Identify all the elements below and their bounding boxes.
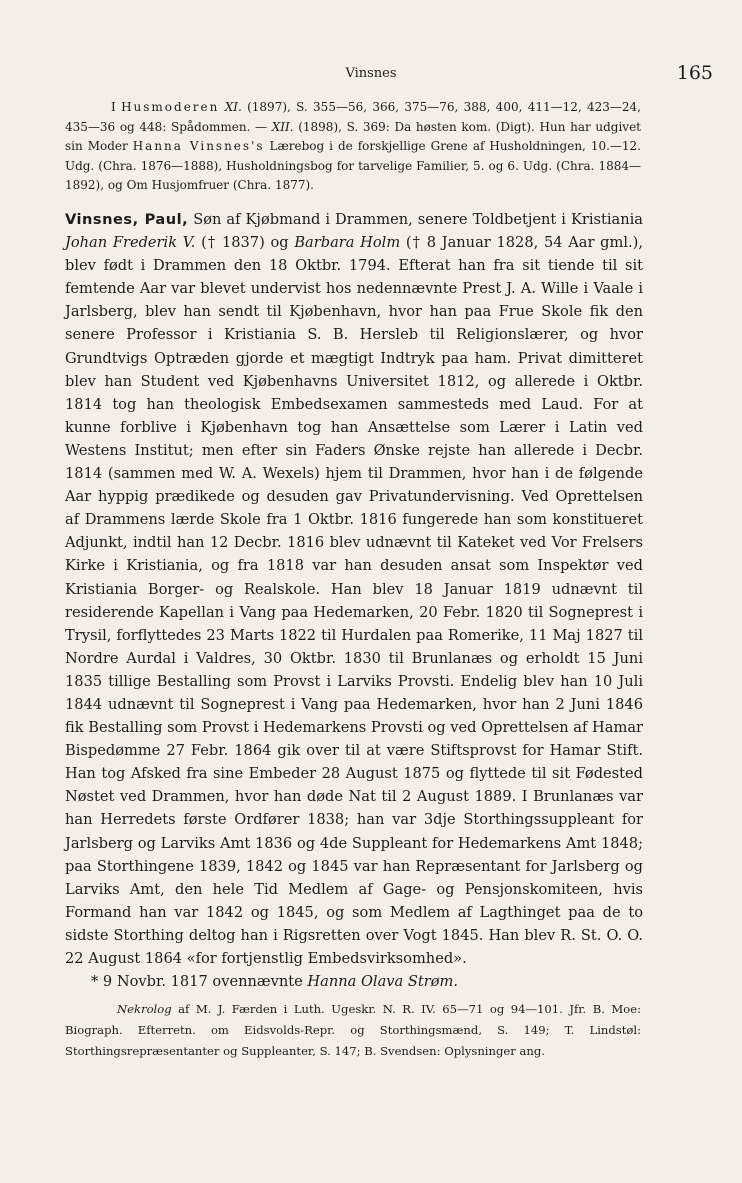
prior-entry-text: (1898), S. 369: Da høsten kom. (Digt). Hun har udgivet sin Moder: [65, 119, 642, 153]
references-paragraph: [65, 999, 641, 1062]
mother-name-spaced: Hanna Vinsnes's: [132, 139, 265, 153]
prior-entry-text: Lærebog i de forskjellige Grene af Husholdningen, 10.—12. Udg. (Chra. 1876—1888), Husholdningsbog for tarvelige Familier, 5. og 6. Udg. (Chra. 1884—1892), og Om Husjomfruer (Chra. 1877).: [65, 139, 641, 192]
biography-text: Søn af Kjøbmand i Drammen, senere Toldbetjent i Kristiania: [188, 211, 643, 228]
biography-text: († 8 Januar 1828, 54 Aar gml.), blev født i Drammen den 18 Oktbr. 1794. Efterat han fra sit tiende til sit femtende Aar var blevet undervist hos nedennævnte Prest J. A. Wille i Vaale i Jarlsberg, blev han sendt til Kjøbenhavn, hvor han paa Frue Skole fik den senere Professor i Kristiania S. B. Hersleb til Religionslærer, og hvor Grundtvigs Optræden gjorde et mægtigt Indtryk paa ham. Privat dimitteret blev han Student ved Kjøbenhavns Universitet 1812, og allerede i Oktbr. 1814 tog han theologisk Embedsexamen sammesteds med Laud. For at kunne forblive i Kjøbenhavn tog han Ansættelse som Lærer i Latin ved Westens Institut; men efter sin Faders Ønske rejste han allerede i Decbr. 1814 (sammen med W. A. Wexels) hjem til Drammen, hvor han i de følgende Aar hyppig prædikede og desuden gav Privatundervisning. Ved Oprettelsen af Drammens lærde Skole fra 1 Oktbr. 1816 fungerede han som konstitueret Adjunkt, indtil han 12 Decbr. 1816 blev udnævnt til Kateket ved Vor Frelsers Kirke i Kristiania, og fra 1818 var han desuden ansat som Inspektør ved Kristiania Borger- og Realskole. Han blev 18 Januar 1819 udnævnt til residerende Kapellan i Vang paa Hedemarken, 20 Febr. 1820 til Sogneprest i Trysil, forflyttedes 23 Marts 1822 til Hurdalen paa Romerike, 11 Maj 1827 til Nordre Aurdal i Valdres, 30 Oktbr. 1830 til Brunlanæs og erholdt 15 Juni 1835 tillige Bestalling som Provst i Larviks Provsti. Endelig blev han 10 Juli 1844 udnævnt til Sogneprest i Vang paa Hedemarken, hvor han 2 Juni 1846 fik Bestalling som Provst i Hedemarkens Provsti og ved Oprettelsen af Hamar Bispedømme 27 Febr. 1864 gik over til at være Stiftsprovst for Hamar Stift. Han tog Afsked fra sine Embeder 28 August 1875 og flyttede til sit Fødested Nøstet ved Drammen, hvor han døde Nat til 2 August 1889. I Brunlanæs var han Herredets første Ordfører 1838; han var 3dje Storthingssuppleant for Jarlsberg og Larviks Amt 1836 og 4de Suppleant for Hedemarkens Amt 1848; paa Storthingene 1839, 1842 og 1845 var han Repræsentant for Jarlsberg og Larviks Amt, den hele Tid Medlem af Gage- og Pensjonskomiteen, hvis Formand han var 1842 og 1845, og som Medlem af Lagthinget paa de to sidste Storthing deltog han i Rigsretten over Vogt 1845. Han blev R. St. O. O. 22 August 1864 «for fortjenstlig Embedsvirksomhed».: [65, 234, 643, 967]
volume-xii: XII.: [271, 119, 294, 134]
father-name: Johan Frederik V.: [65, 234, 196, 252]
running-head: [65, 62, 713, 86]
page-number: 165: [676, 62, 713, 84]
prior-entry-paragraph: [65, 98, 641, 196]
prior-entry-continuation: [65, 98, 641, 196]
entry-headword: Vinsnes, Paul,: [65, 211, 189, 228]
biography-text: († 1837) og: [195, 234, 295, 252]
prior-entry-text: I: [111, 100, 122, 114]
wife-name: Hanna Olava Strøm.: [307, 973, 458, 991]
references-text: af M. J. Færden i Luth. Ugeskr. N. R. IV. 65—71 og 94—101. Jfr. B. Moe: Biograph. Efterretn. om Eidsvolds-Repr. og Storthingsmænd, S. 149; T. Lindstøl: Storthingsrepræsentanter og Suppleanter, S. 147; B. Svendsen: Oplysninger ang.: [65, 1002, 641, 1058]
references-block: [65, 999, 641, 1062]
biography-paragraph: [65, 208, 643, 970]
prior-entry-text: (1897), S. 355—56, 366, 375—76, 388, 400, 411—12, 423—24, 435—36 og 448: Spådommen. —: [65, 100, 641, 134]
biography-entry: [65, 208, 643, 993]
mother-name: Barbara Holm: [294, 234, 401, 252]
marriage-line: [65, 970, 643, 993]
volume-xi: XI.: [224, 100, 242, 114]
nekrolog-label: Nekrolog: [117, 1002, 172, 1016]
running-head-title: Vinsnes: [345, 66, 397, 81]
work-title-husmoderen: Husmoderen: [121, 100, 220, 114]
marriage-text: * 9 Novbr. 1817 ovennævnte: [91, 973, 308, 991]
